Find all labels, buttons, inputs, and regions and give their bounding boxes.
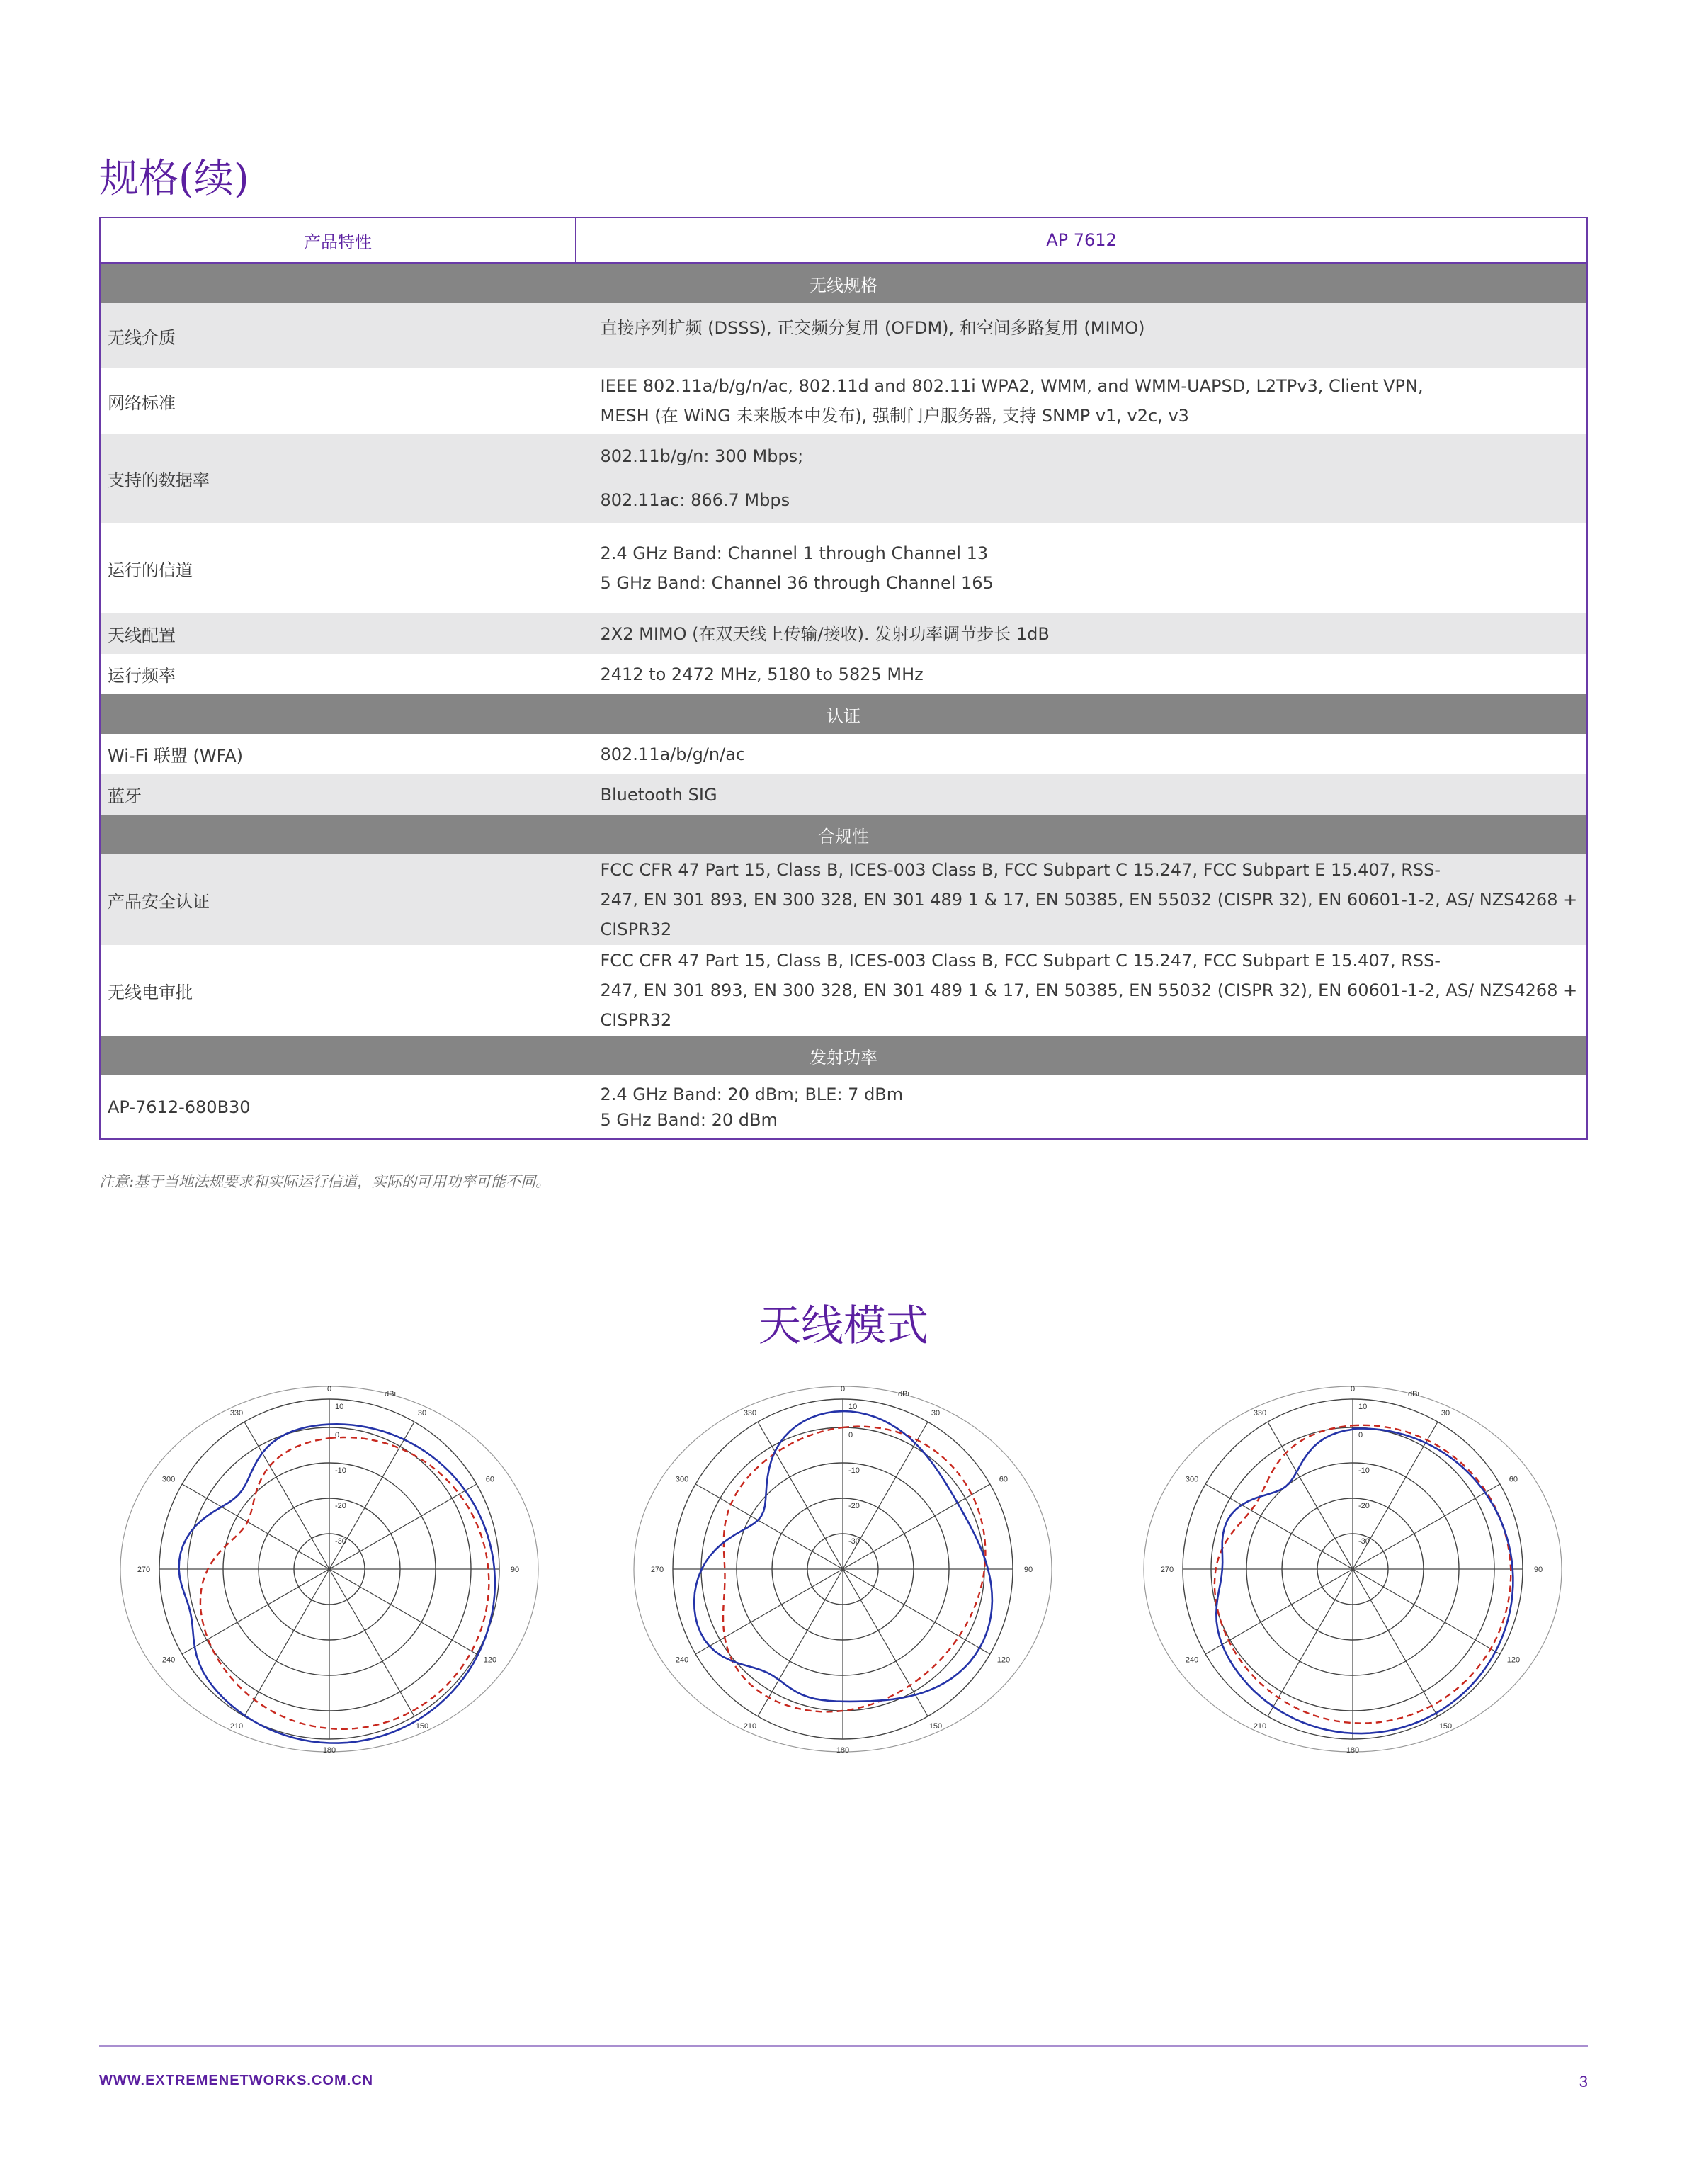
row-value: 802.11b/g/n: 300 Mbps; 802.11ac: 866.7 Mbps	[576, 434, 1587, 523]
grid-spoke	[329, 1569, 414, 1716]
grid-spoke	[1205, 1569, 1353, 1654]
row-label: 运行频率	[100, 654, 576, 694]
ring-label: -30	[335, 1537, 346, 1546]
angle-label: 330	[1253, 1409, 1267, 1418]
polar-plot-2	[630, 1381, 1055, 1764]
angle-label: 240	[161, 1656, 176, 1665]
table-row	[100, 523, 1587, 613]
angle-label: 0	[1350, 1385, 1356, 1393]
table-row	[100, 945, 1587, 1036]
row-label: 网络标准	[100, 368, 576, 434]
table-header-row	[100, 217, 1587, 263]
dashed-trace	[200, 1437, 489, 1729]
table-row	[100, 303, 1587, 368]
ring-label: -10	[848, 1466, 860, 1475]
angle-label: 300	[161, 1475, 176, 1484]
angle-label: 30	[417, 1409, 427, 1418]
footer-url[interactable]: WWW.EXTREMENETWORKS.COM.CN	[99, 2073, 374, 2088]
table-row	[100, 368, 1587, 434]
angle-label: 270	[137, 1566, 151, 1574]
angle-label: 240	[675, 1656, 689, 1665]
row-label: AP-7612-680B30	[100, 1075, 576, 1139]
row-label: 无线电审批	[100, 945, 576, 1036]
angle-label: 60	[1509, 1475, 1518, 1484]
unit-label: dBi	[898, 1390, 909, 1398]
table-row	[100, 613, 1587, 654]
antenna-pattern-2	[630, 1381, 1055, 1764]
ring-label: 10	[848, 1403, 858, 1411]
angle-label: 270	[1160, 1566, 1174, 1574]
angle-label: 120	[1506, 1656, 1521, 1665]
angle-label: 30	[1441, 1409, 1450, 1418]
grid-spoke	[843, 1569, 990, 1654]
angle-label: 210	[1253, 1721, 1267, 1731]
angle-label: 180	[1346, 1746, 1360, 1755]
grid-spoke	[329, 1484, 477, 1569]
angle-label: 330	[743, 1409, 757, 1418]
ring-label: 10	[1358, 1403, 1368, 1411]
table-row	[100, 854, 1587, 945]
table-row	[100, 1075, 1587, 1139]
grid-spoke	[1268, 1422, 1353, 1569]
angle-label: 150	[1438, 1721, 1453, 1731]
angle-label: 270	[650, 1566, 664, 1574]
antenna-pattern-3	[1140, 1381, 1565, 1764]
section-header-compliance: 合规性	[100, 815, 1587, 854]
angle-label: 0	[326, 1385, 332, 1393]
angle-label: 150	[415, 1721, 429, 1731]
grid-spoke	[244, 1422, 329, 1569]
row-label: 产品安全认证	[100, 854, 576, 945]
table-row	[100, 654, 1587, 694]
row-label: 蓝牙	[100, 774, 576, 815]
row-value: Bluetooth SIG	[576, 774, 1587, 815]
angle-label: 30	[931, 1409, 941, 1418]
polar-plot-1	[117, 1381, 542, 1764]
row-value: 2412 to 2472 MHz, 5180 to 5825 MHz	[576, 654, 1587, 694]
table-row	[100, 434, 1587, 523]
grid-spoke	[329, 1569, 477, 1654]
grid-spoke	[182, 1484, 329, 1569]
footnote: 注意:基于当地法规要求和实际运行信道，实际的可用功率可能不同。	[99, 1173, 551, 1190]
row-value: FCC CFR 47 Part 15, Class B, ICES-003 Class B, FCC Subpart C 15.247, FCC Subpart E 15.407, RSS- 247, EN 301 893, EN 300 328, EN 301 489 1 & 17, EN 50385, EN 55032 (CISPR 32), EN 60601-1-2, AS/ NZS4268 + CISPR32	[576, 945, 1587, 1036]
grid-spoke	[244, 1569, 329, 1716]
row-label: Wi-Fi 联盟 (WFA)	[100, 734, 576, 774]
ring-label: -10	[335, 1466, 346, 1475]
antenna-pattern-1	[117, 1381, 542, 1764]
angle-label: 90	[510, 1566, 520, 1574]
ring-label: 0	[335, 1431, 340, 1439]
angle-label: 0	[840, 1385, 846, 1393]
angle-label: 180	[322, 1746, 336, 1755]
page-title: 规格(续)	[99, 156, 249, 202]
grid-spoke	[695, 1484, 843, 1569]
grid-spoke	[1353, 1569, 1500, 1654]
angle-label: 300	[1185, 1475, 1199, 1484]
grid-spoke	[695, 1569, 843, 1654]
angle-label: 90	[1023, 1566, 1033, 1574]
table-row	[100, 734, 1587, 774]
angle-label: 120	[996, 1656, 1011, 1665]
ring-label: 0	[1358, 1431, 1363, 1439]
grid-spoke	[1205, 1484, 1353, 1569]
angle-label: 330	[229, 1409, 244, 1418]
row-value: FCC CFR 47 Part 15, Class B, ICES-003 Class B, FCC Subpart C 15.247, FCC Subpart E 15.407, RSS- 247, EN 301 893, EN 300 328, EN 301 489 1 & 17, EN 50385, EN 55032 (CISPR 32), EN 60601-1-2, AS/ NZS4268 + CISPR32	[576, 854, 1587, 945]
ring-label: -30	[1358, 1537, 1370, 1546]
grid-spoke	[1353, 1484, 1500, 1569]
unit-label: dBi	[1408, 1390, 1419, 1398]
angle-label: 210	[229, 1721, 244, 1731]
angle-label: 60	[485, 1475, 495, 1484]
angle-label: 120	[483, 1656, 497, 1665]
row-label: 天线配置	[100, 613, 576, 654]
ring-label: -20	[335, 1502, 346, 1510]
ring-label: -10	[1358, 1466, 1370, 1475]
grid-spoke	[758, 1422, 843, 1569]
grid-spoke	[1353, 1569, 1438, 1716]
spec-table	[99, 217, 1588, 1140]
ring-label: -30	[848, 1537, 860, 1546]
row-value: 2.4 GHz Band: Channel 1 through Channel 13 5 GHz Band: Channel 36 through Channel 165	[576, 523, 1587, 613]
header-feature: 产品特性	[100, 217, 576, 263]
row-label: 无线介质	[100, 303, 576, 368]
table-row	[100, 774, 1587, 815]
angle-label: 150	[928, 1721, 943, 1731]
page-number: 3	[1579, 2073, 1588, 2090]
ring-label: -20	[1358, 1502, 1370, 1510]
row-label: 运行的信道	[100, 523, 576, 613]
footer-divider	[99, 2045, 1588, 2047]
unit-label: dBi	[385, 1390, 396, 1398]
header-model: AP 7612	[576, 217, 1587, 263]
ring-label: 0	[848, 1431, 853, 1439]
ring-label: 10	[335, 1403, 344, 1411]
grid-spoke	[1268, 1569, 1353, 1716]
section-header-certification: 认证	[100, 694, 1587, 734]
antenna-section-title: 天线模式	[759, 1301, 928, 1351]
row-label: 支持的数据率	[100, 434, 576, 523]
ring-label: -20	[848, 1502, 860, 1510]
grid-spoke	[1353, 1422, 1438, 1569]
polar-plot-3	[1140, 1381, 1565, 1764]
section-header-wireless: 无线规格	[100, 263, 1587, 303]
row-value: 直接序列扩频 (DSSS), 正交频分复用 (OFDM), 和空间多路复用 (MIMO)	[576, 303, 1587, 368]
row-value: 2X2 MIMO (在双天线上传输/接收). 发射功率调节步长 1dB	[576, 613, 1587, 654]
angle-label: 60	[999, 1475, 1009, 1484]
angle-label: 240	[1185, 1656, 1199, 1665]
row-value: 2.4 GHz Band: 20 dBm; BLE: 7 dBm 5 GHz Band: 20 dBm	[576, 1075, 1587, 1139]
section-header-tx-power: 发射功率	[100, 1036, 1587, 1075]
grid-spoke	[329, 1422, 414, 1569]
grid-spoke	[182, 1569, 329, 1654]
grid-spoke	[843, 1484, 990, 1569]
row-value: IEEE 802.11a/b/g/n/ac, 802.11d and 802.11i WPA2, WMM, and WMM-UAPSD, L2TPv3, Client VPN, MESH (在 WiNG 未来版本中发布), 强制门户服务器, 支持 SNMP v1, v2c, v3	[576, 368, 1587, 434]
angle-label: 90	[1533, 1566, 1543, 1574]
angle-label: 300	[675, 1475, 689, 1484]
angle-label: 210	[743, 1721, 757, 1731]
row-value: 802.11a/b/g/n/ac	[576, 734, 1587, 774]
angle-label: 180	[836, 1746, 850, 1755]
